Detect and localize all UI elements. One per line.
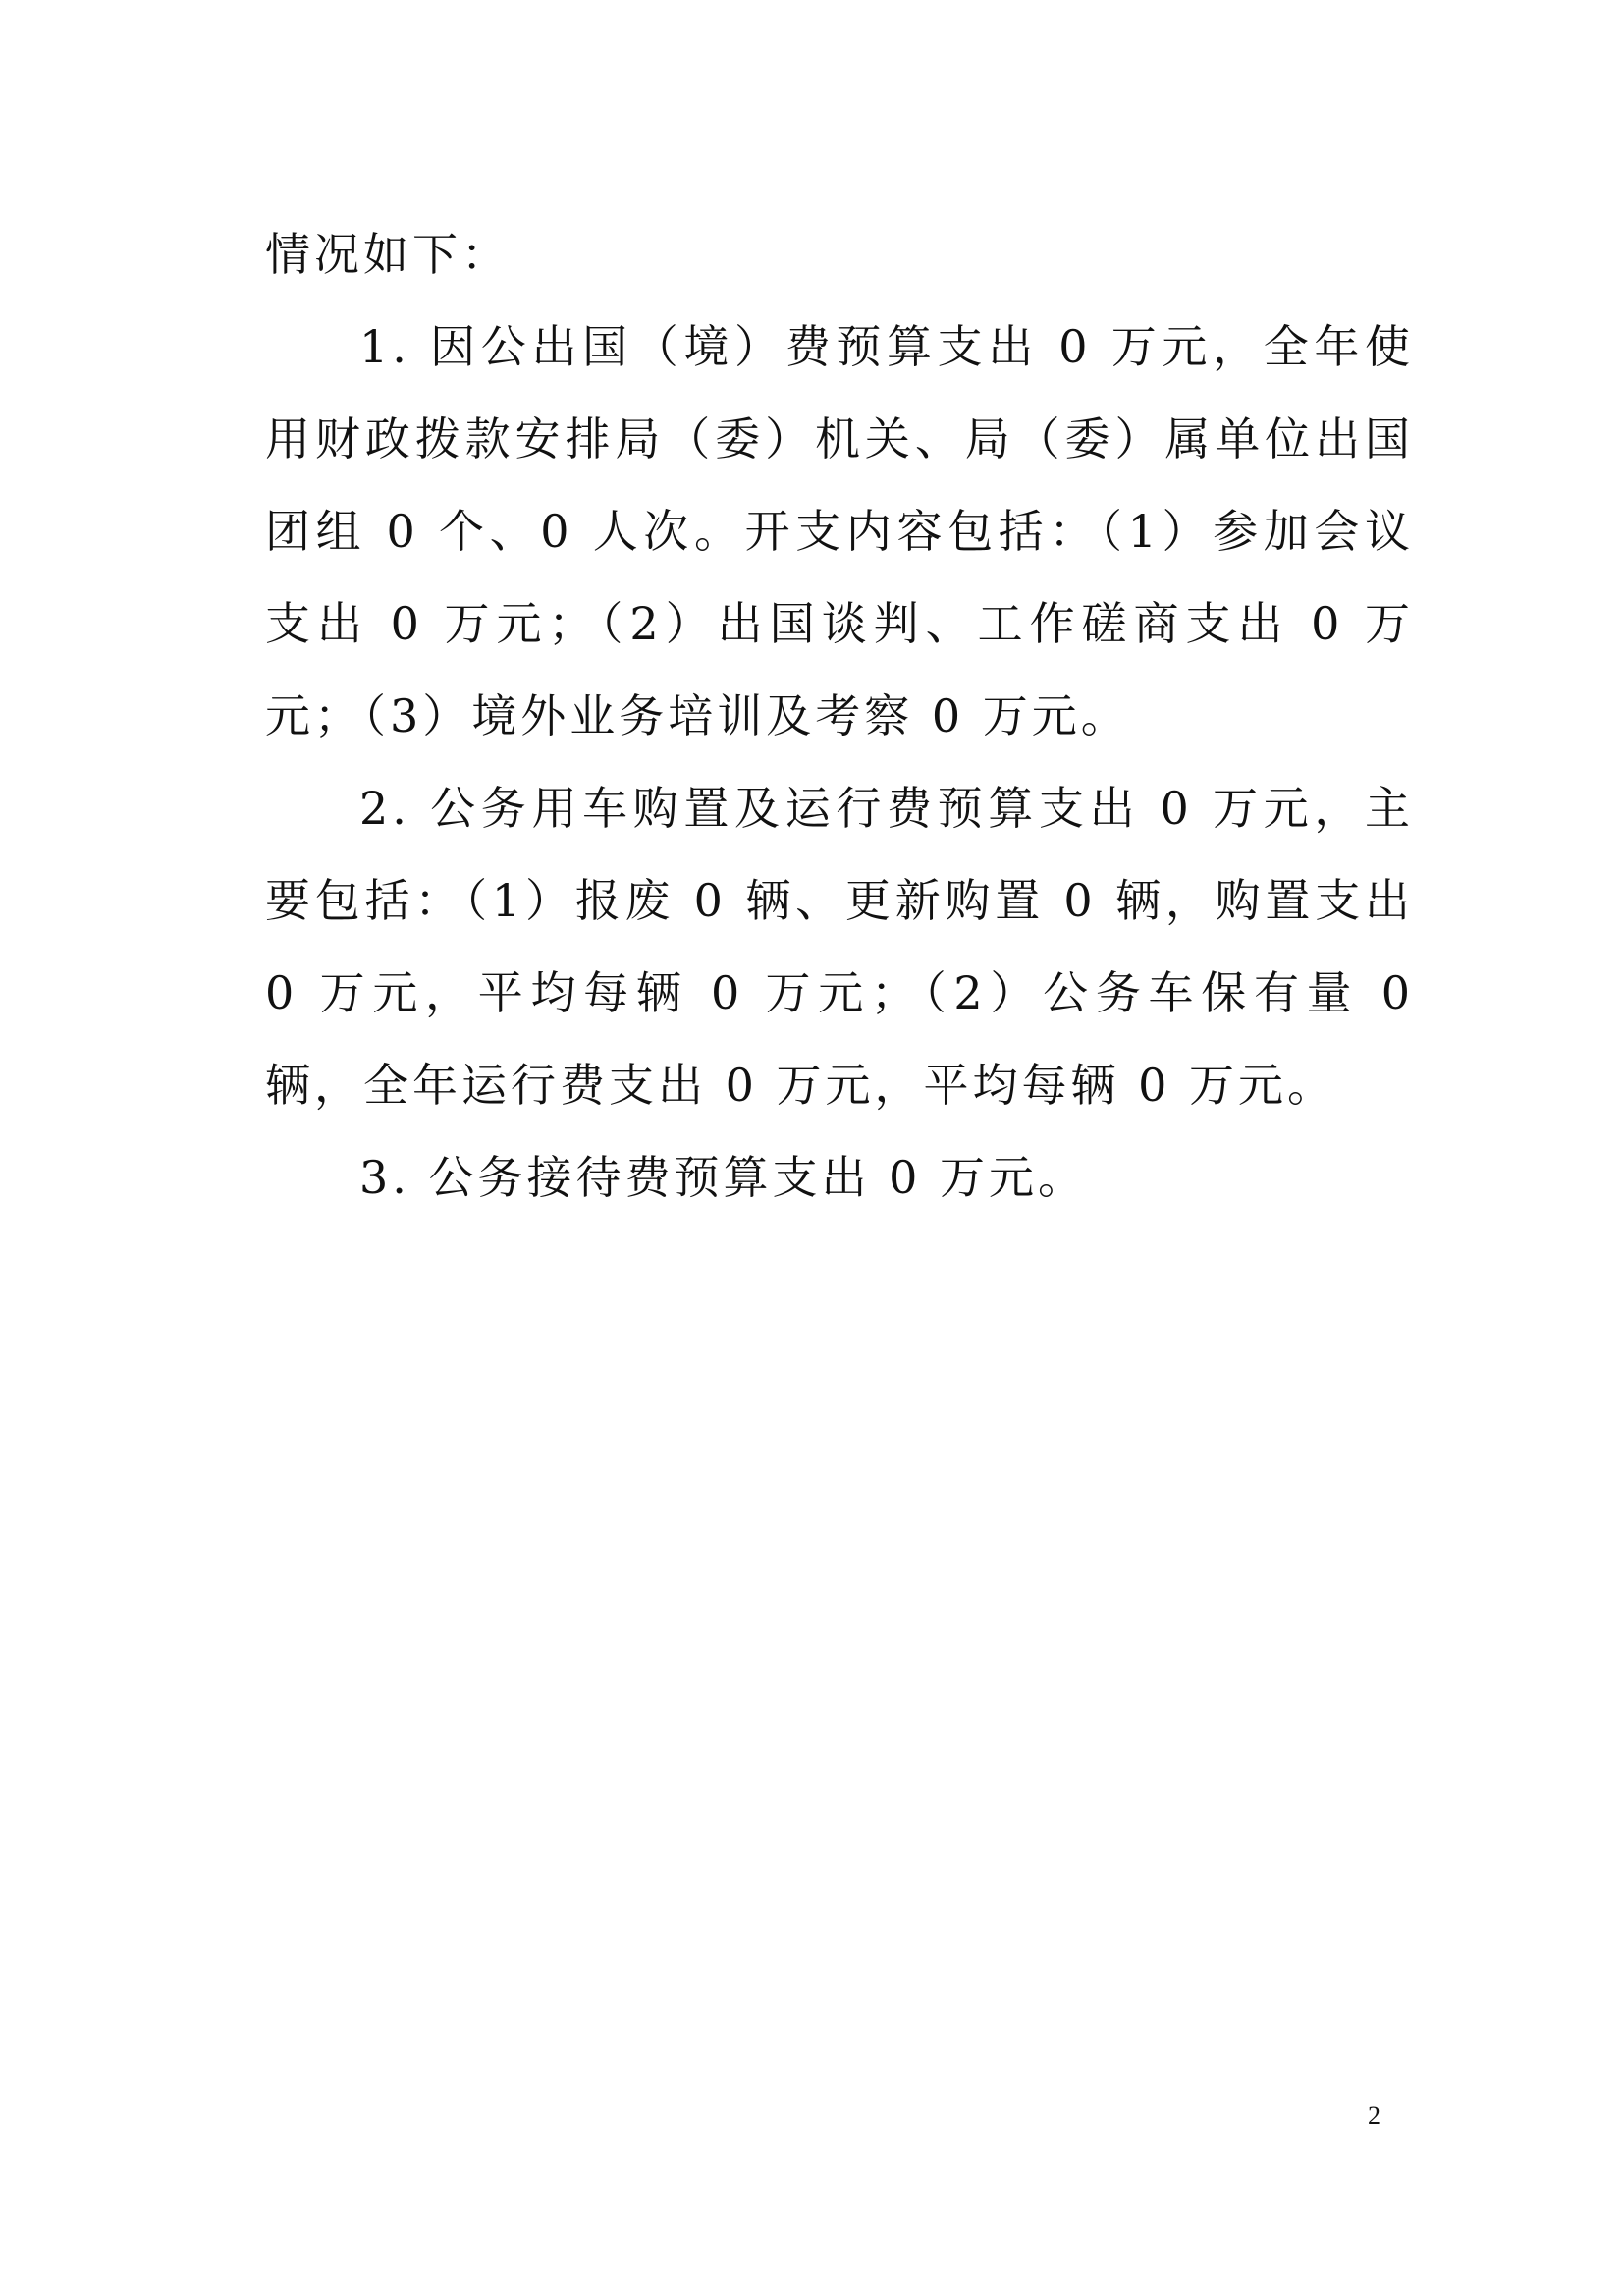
paragraph-overseas-expense: 1. 因公出国（境）费预算支出 0 万元，全年使用财政拨款安排局（委）机关、局（委）属单位出国团组 0 个、0 人次。开支内容包括：（1）参加会议支出 0 万元；（2）出国谈判、工作磋商支出 0 万元；（3）境外业务培训及考察 0 万元。 — [265, 320, 1414, 742]
paragraph-reception-expense: 3. 公务接待费预算支出 0 万元。 — [359, 1151, 1088, 1204]
body-text — [265, 208, 1414, 1224]
page-number: 2 — [1368, 2102, 1380, 2130]
paragraph-vehicle-expense: 2. 公务用车购置及运行费预算支出 0 万元，主要包括：（1）报废 0 辆、更新购置 0 辆，购置支出 0 万元，平均每辆 0 万元；（2）公务车保有量 0 辆，全年运行费支出 0 万元，平均每辆 0 万元。 — [265, 782, 1414, 1112]
paragraph-intro: 情况如下： — [265, 228, 511, 281]
